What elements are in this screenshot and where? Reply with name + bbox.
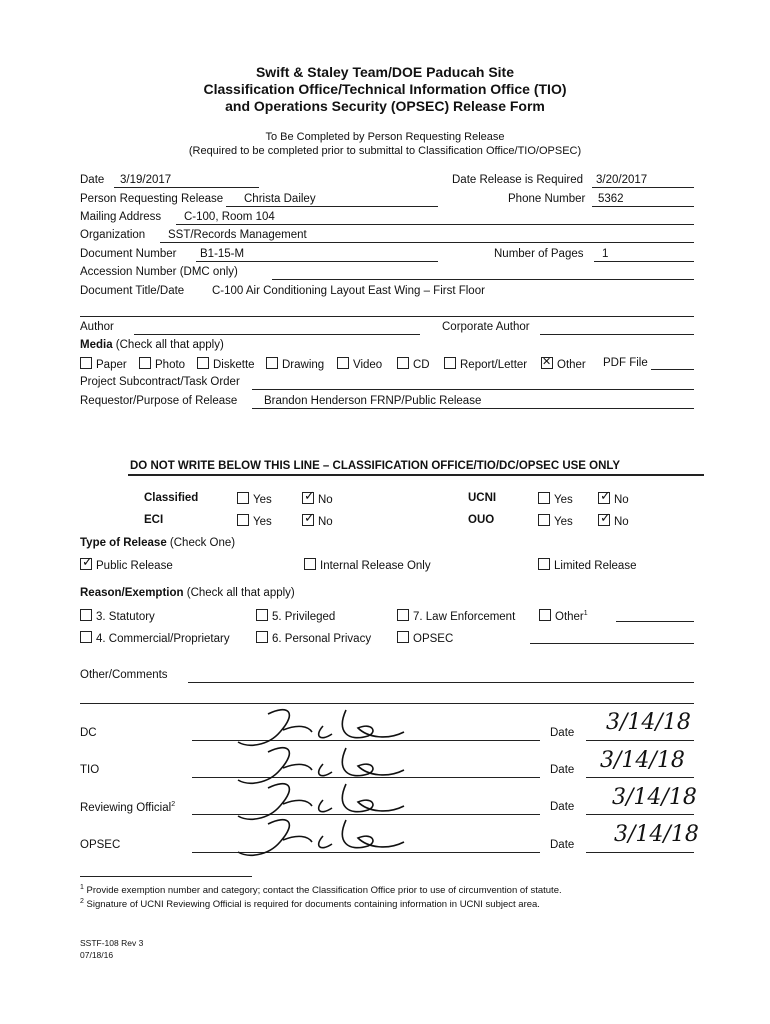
media-video[interactable]: Video <box>337 357 382 371</box>
tio-date-label: Date <box>550 764 575 776</box>
accession-label: Accession Number (DMC only) <box>80 266 238 278</box>
corporate-author-label: Corporate Author <box>442 321 530 333</box>
phone-value[interactable]: 5362 <box>598 193 624 205</box>
media-heading <box>80 339 224 351</box>
comments-line <box>188 682 694 683</box>
section-divider-1 <box>80 316 694 317</box>
checkbox-checked[interactable] <box>80 558 92 570</box>
reason-heading <box>80 587 295 599</box>
reviewing-date-line <box>586 814 694 815</box>
reason-opsec[interactable]: OPSEC <box>397 631 453 645</box>
purpose-label: Requestor/Purpose of Release <box>80 395 238 407</box>
author-line <box>134 334 420 335</box>
checkbox[interactable] <box>197 357 209 369</box>
ucni-no[interactable]: ✓ No <box>598 492 629 506</box>
ouo-no[interactable]: ✓ No <box>598 514 629 528</box>
media-diskette[interactable]: Diskette <box>197 357 255 371</box>
classified-no[interactable]: ✓ No <box>302 492 333 506</box>
eci-yes[interactable]: Yes <box>237 514 272 528</box>
reason-privacy[interactable]: 6. Personal Privacy <box>256 631 371 645</box>
opsec-date-label: Date <box>550 839 575 851</box>
author-label: Author <box>80 321 114 333</box>
classified-yes[interactable]: Yes <box>237 492 272 506</box>
instruction-line1: To Be Completed by Person Requesting Release <box>265 131 505 143</box>
checkbox[interactable] <box>538 514 550 526</box>
organization-label: Organization <box>80 229 146 241</box>
checkbox-checked[interactable] <box>302 492 314 504</box>
reviewing-date-value: 3/14/18 <box>612 785 697 810</box>
phone-label: Phone Number <box>508 193 586 205</box>
purpose-line <box>252 408 694 409</box>
footnote-1: $^1$ Provide exemption number and category; contact the Classification Office prior to use of circumvention of statute. <box>80 884 562 897</box>
office-use-rule <box>128 474 704 476</box>
reason-other-line <box>616 621 694 622</box>
dc-label: DC <box>80 727 97 739</box>
checkbox[interactable] <box>237 514 249 526</box>
office-use-divider: DO NOT WRITE BELOW THIS LINE – CLASSIFICATION OFFICE/TIO/DC/OPSEC USE ONLY <box>130 460 621 472</box>
opsec-signature <box>228 812 418 864</box>
document-number-line <box>196 261 438 262</box>
opsec-label: OPSEC <box>80 839 121 851</box>
document-title-label: Document Title/Date <box>80 285 185 297</box>
form-title-line2: Classification Office/Technical Information Office (TIO) <box>203 81 567 97</box>
person-value[interactable]: Christa Dailey <box>244 193 316 205</box>
ucni-yes[interactable]: Yes <box>538 492 573 506</box>
checkbox[interactable] <box>538 558 550 570</box>
reason-other[interactable]: Other$^1$ <box>539 609 588 623</box>
person-line <box>226 206 438 207</box>
media-photo[interactable]: Photo <box>139 357 185 371</box>
corporate-author-line <box>540 334 694 335</box>
type-heading <box>80 537 235 549</box>
person-label: Person Requesting Release <box>80 193 224 205</box>
document-number-label: Document Number <box>80 248 177 260</box>
document-number-value[interactable]: B1-15-M <box>200 248 245 260</box>
reason-statutory[interactable]: 3. Statutory <box>80 609 155 623</box>
checkbox[interactable] <box>337 357 349 369</box>
ouo-label: OUO <box>468 514 495 526</box>
checkbox-checked[interactable] <box>598 514 610 526</box>
media-other-value[interactable]: PDF File <box>603 357 648 369</box>
type-internal[interactable]: Internal Release Only <box>304 558 431 572</box>
organization-value[interactable]: SST/Records Management <box>168 229 307 241</box>
checkbox[interactable] <box>304 558 316 570</box>
instruction-line2: (Required to be completed prior to submittal to Classification Office/TIO/OPSEC) <box>188 145 582 157</box>
checkbox[interactable] <box>80 609 92 621</box>
eci-label: ECI <box>144 514 164 526</box>
tio-date-value: 3/14/18 <box>600 748 685 773</box>
media-drawing[interactable]: Drawing <box>266 357 324 371</box>
release-required-line <box>592 187 694 188</box>
form-revision-date: 07/18/16 <box>80 950 114 960</box>
media-other[interactable]: ✕ Other <box>541 357 586 371</box>
type-limited[interactable]: Limited Release <box>538 558 636 572</box>
checkbox[interactable] <box>237 492 249 504</box>
media-label: Media <box>80 339 113 351</box>
checkbox[interactable] <box>266 357 278 369</box>
form-title-line3: and Operations Security (OPSEC) Release Form <box>225 98 545 114</box>
opsec-date-line <box>586 852 694 853</box>
media-cd[interactable]: CD <box>397 357 430 371</box>
dc-date-line <box>586 740 694 741</box>
date-value[interactable]: 3/19/2017 <box>120 174 172 186</box>
checkbox[interactable] <box>397 631 409 643</box>
media-hint: (Check all that apply) <box>115 339 224 351</box>
checkbox[interactable] <box>256 631 268 643</box>
reason-commercial[interactable]: 4. Commercial/Proprietary <box>80 631 230 645</box>
project-label: Project Subcontract/Task Order <box>80 376 240 388</box>
footnote-2: $^2$ Signature of UCNI Reviewing Official is required for documents containing information in UCNI subject area. <box>80 898 540 911</box>
dc-date-label: Date <box>550 727 575 739</box>
checkbox[interactable] <box>444 357 456 369</box>
release-required-value[interactable]: 3/20/2017 <box>596 174 648 186</box>
tio-label: TIO <box>80 764 100 776</box>
checkbox[interactable] <box>139 357 151 369</box>
type-hint: (Check One) <box>169 537 236 549</box>
checkbox-checked[interactable] <box>302 514 314 526</box>
media-report-letter[interactable]: Report/Letter <box>444 357 527 371</box>
checkbox[interactable] <box>397 357 409 369</box>
media-paper[interactable]: Paper <box>80 357 127 371</box>
reason-extra-line <box>530 643 694 644</box>
classified-label: Classified <box>144 492 199 504</box>
checkbox[interactable] <box>80 357 92 369</box>
ouo-yes[interactable]: Yes <box>538 514 573 528</box>
checkbox-checked[interactable] <box>541 357 553 369</box>
mailing-value[interactable]: C-100, Room 104 <box>184 211 275 223</box>
pages-value[interactable]: 1 <box>602 248 609 260</box>
type-label: Type of Release <box>80 537 167 549</box>
phone-line <box>592 206 694 207</box>
footnote-rule <box>80 876 252 877</box>
reviewing-label: Reviewing Official$^2$ <box>80 801 176 814</box>
form-id: SSTF-108 Rev 3 <box>80 938 144 948</box>
purpose-value[interactable]: Brandon Henderson FRNP/Public Release <box>264 395 482 407</box>
mailing-line <box>176 224 694 225</box>
reason-law[interactable]: 7. Law Enforcement <box>397 609 515 623</box>
tio-date-line <box>586 777 694 778</box>
mailing-label: Mailing Address <box>80 211 162 223</box>
checkbox[interactable] <box>539 609 551 621</box>
checkbox[interactable] <box>538 492 550 504</box>
ucni-label: UCNI <box>468 492 497 504</box>
opsec-date-value: 3/14/18 <box>614 822 699 847</box>
checkbox-checked[interactable] <box>598 492 610 504</box>
eci-no[interactable]: ✓ No <box>302 514 333 528</box>
reviewing-date-label: Date <box>550 801 575 813</box>
type-public[interactable]: ✓Public Release <box>80 558 173 572</box>
reason-hint: (Check all that apply) <box>186 587 295 599</box>
media-other-line <box>651 369 694 370</box>
dc-date-value: 3/14/18 <box>606 710 691 735</box>
checkbox[interactable] <box>256 609 268 621</box>
release-required-label: Date Release is Required <box>452 174 584 186</box>
organization-line <box>160 242 694 243</box>
pages-label: Number of Pages <box>494 248 584 260</box>
checkbox[interactable] <box>397 609 409 621</box>
reason-label: Reason/Exemption <box>80 587 184 599</box>
date-line <box>114 187 259 188</box>
comments-label: Other/Comments <box>80 669 168 681</box>
date-label: Date <box>80 174 105 186</box>
reason-privileged[interactable]: 5. Privileged <box>256 609 335 623</box>
pages-line <box>594 261 694 262</box>
project-line <box>252 389 694 390</box>
document-title-value[interactable]: C-100 Air Conditioning Layout East Wing – First Floor <box>212 285 485 297</box>
checkbox[interactable] <box>80 631 92 643</box>
form-title-line1: Swift & Staley Team/DOE Paducah Site <box>255 64 515 80</box>
accession-line <box>272 279 694 280</box>
